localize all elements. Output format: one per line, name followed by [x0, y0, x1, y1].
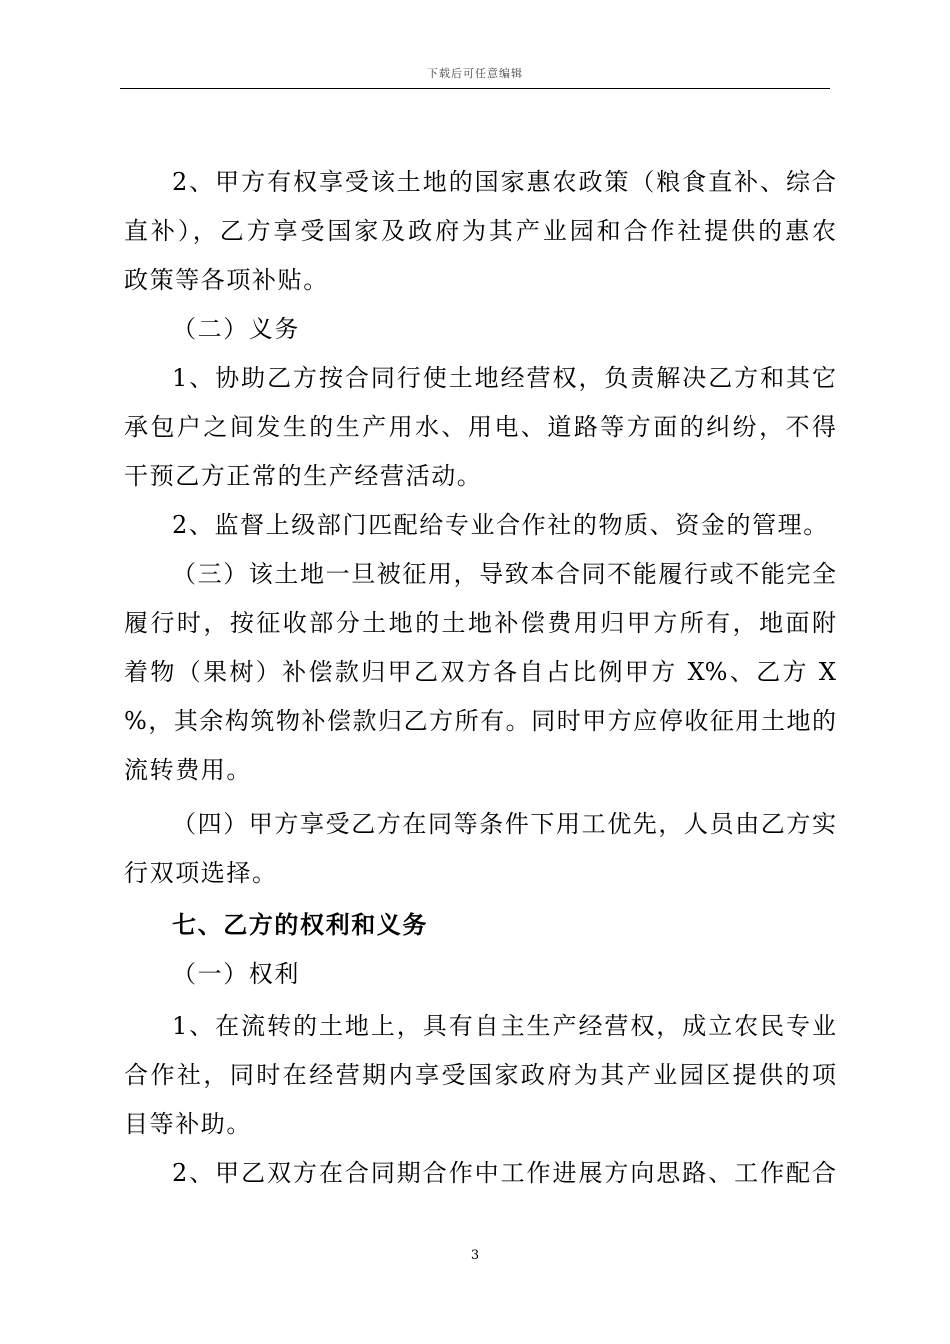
paragraph-line: 承包户之间发生的生产用水、用电、道路等方面的纠纷，不得 [124, 413, 836, 441]
section-heading: 七、乙方的权利和义务 [172, 910, 428, 939]
header-note: 下载后可任意编辑 [427, 67, 523, 80]
paragraph-line: （四）甲方享受乙方在同等条件下用工优先，人员由乙方实 [172, 810, 836, 838]
header-rule [120, 88, 830, 89]
paragraph-line: 履行时，按征收部分土地的土地补偿费用归甲方所有，地面附 [124, 609, 836, 637]
section-subheading: （一）权利 [172, 960, 300, 988]
paragraph-line: 着物（果树）补偿款归甲乙双方各自占比例甲方 X%、乙方 X [124, 658, 836, 686]
page-number: 3 [470, 1248, 480, 1263]
paragraph-line: %，其余构筑物补偿款归乙方所有。同时甲方应停收征用土地的 [124, 707, 836, 735]
paragraph-line: 行双项选择。 [124, 859, 278, 887]
paragraph-line: 2、甲乙双方在合同期合作中工作进展方向思路、工作配合 [172, 1159, 836, 1187]
paragraph-line: 直补），乙方享受国家及政府为其产业园和合作社提供的惠农 [124, 217, 836, 245]
paragraph-line: 干预乙方正常的生产经营活动。 [124, 462, 483, 490]
paragraph-line: 2、甲方有权享受该土地的国家惠农政策（粮食直补、综合 [172, 168, 836, 196]
paragraph-line: 1、协助乙方按合同行使土地经营权，负责解决乙方和其它 [172, 364, 836, 392]
paragraph-line: 合作社，同时在经营期内享受国家政府为其产业园区提供的项 [124, 1061, 836, 1089]
section-subheading: （二）义务 [172, 315, 300, 343]
paragraph-line: 1、在流转的土地上，具有自主生产经营权，成立农民专业 [172, 1012, 836, 1040]
paragraph-line: 流转费用。 [124, 756, 252, 784]
paragraph-line: 2、监督上级部门匹配给专业合作社的物质、资金的管理。 [172, 511, 829, 539]
paragraph-line: 目等补助。 [124, 1110, 252, 1138]
paragraph-line: 政策等各项补贴。 [124, 266, 329, 294]
paragraph-line: （三）该土地一旦被征用，导致本合同不能履行或不能完全 [172, 560, 836, 588]
